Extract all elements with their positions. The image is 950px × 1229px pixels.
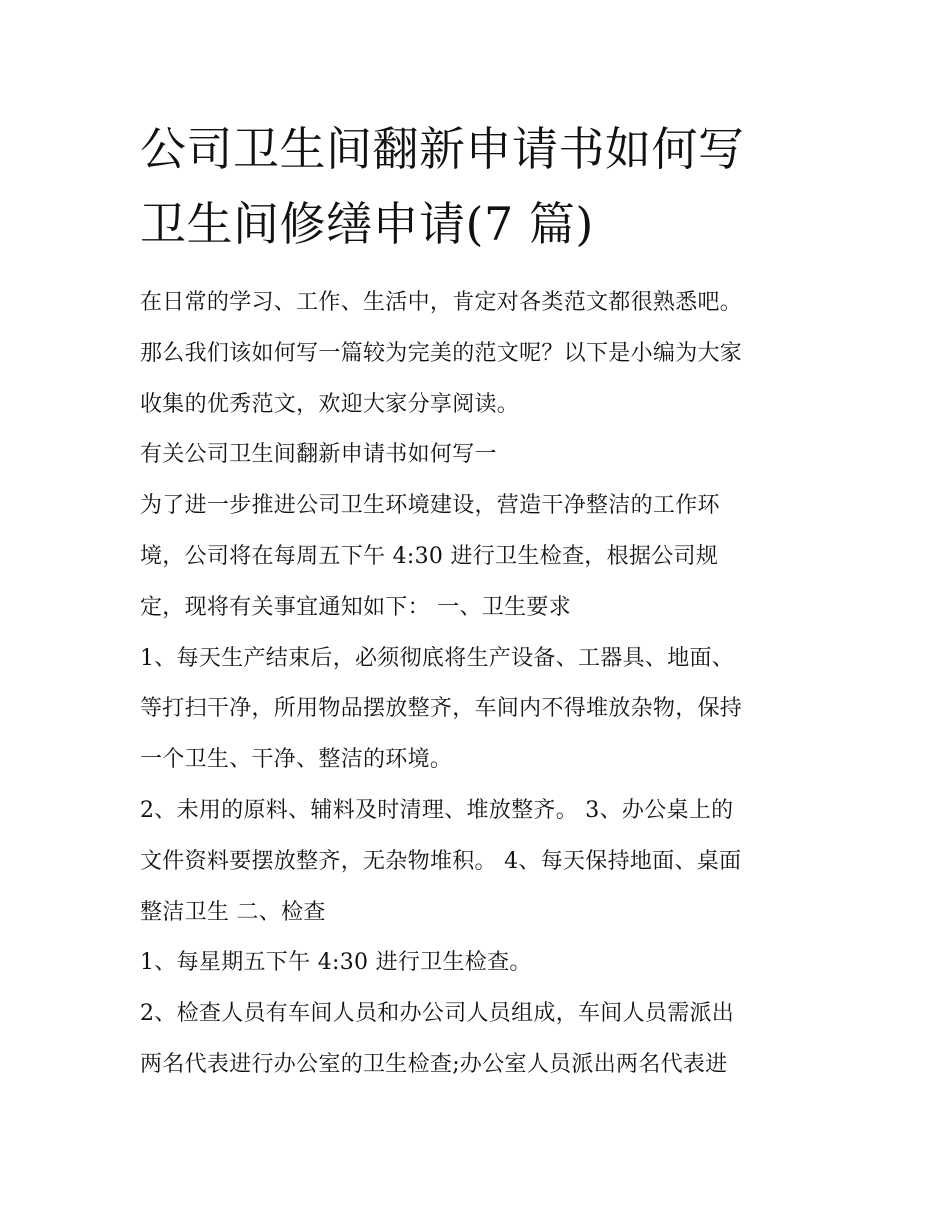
body-line: 文件资料要摆放整齐，无杂物堆积。 4、每天保持地面、桌面 [140,848,742,874]
title-line-1: 公司卫生间翻新申请书如何写 [140,122,745,176]
body-line: 在日常的学习、工作、生活中，肯定对各类范文都很熟悉吧。 [140,290,743,315]
body-line: 2、未用的原料、辅料及时清理、堆放整齐。 3、办公桌上的 [140,797,734,823]
document-title [140,112,820,262]
body-line: 整洁卫生 二、检查 [140,899,326,925]
body-line: 一个卫生、干净、整洁的环境。 [140,747,453,773]
section-heading: 有关公司卫生间翻新申请书如何写一 [140,442,497,468]
body-line: 1、每星期五下午 4:30 进行卫生检查。 [140,950,532,976]
body-line: 等打扫干净，所用物品摆放整齐，车间内不得堆放杂物，保持 [140,696,743,722]
body-line: 收集的优秀范文，欢迎大家分享阅读。 [140,391,520,417]
body-line: 境，公司将在每周五下午 4:30 进行卫生检查，根据公司规 [140,543,719,569]
body-line: 那么我们该如何写一篇较为完美的范文呢？以下是小编为大家 [140,340,743,366]
title-line-2: 卫生间修缮申请(7 篇) [140,197,594,251]
body-line: 2、检查人员有车间人员和办公司人员组成，车间人员需派出 [140,1001,735,1027]
body-line: 1、每天生产结束后，必须彻底将生产设备、工器具、地面、 [140,645,735,671]
document-content [140,112,820,1091]
body-line: 为了进一步推进公司卫生环境建设，营造干净整洁的工作环 [140,493,720,519]
document-body [140,278,820,1091]
body-line: 定，现将有关事宜通知如下： 一、卫生要求 [140,594,571,620]
body-line: 两名代表进行办公室的卫生检查;办公室人员派出两名代表进 [140,1051,728,1077]
